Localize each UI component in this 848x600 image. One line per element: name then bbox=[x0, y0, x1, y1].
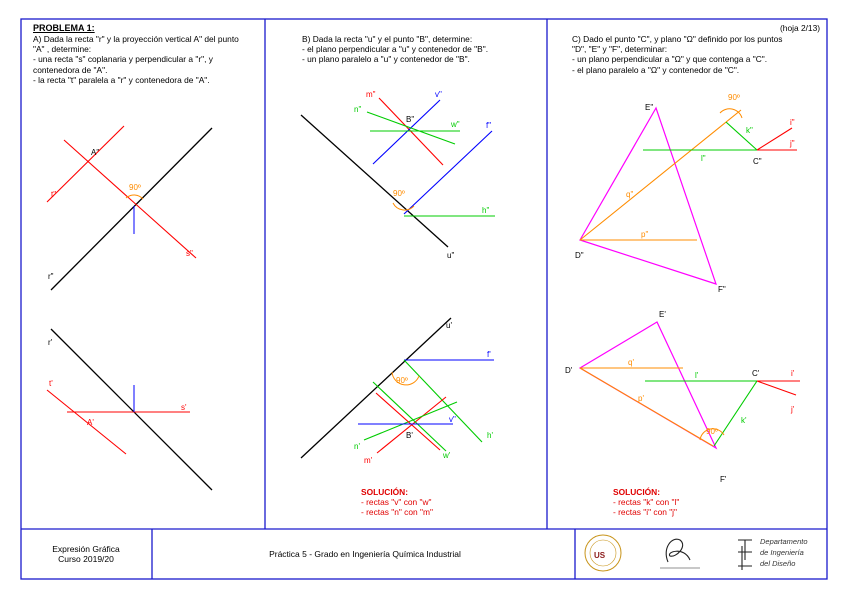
line-v-elevation bbox=[373, 100, 440, 164]
line-u-plan bbox=[301, 318, 451, 458]
label-t-plan: t' bbox=[49, 379, 53, 388]
sheet-number: (hoja 2/13) bbox=[780, 23, 821, 33]
line-i-elevation bbox=[757, 128, 792, 150]
line-v-plan bbox=[376, 393, 440, 450]
line-u-elevation bbox=[301, 115, 448, 247]
problem-title: PROBLEMA 1: bbox=[33, 23, 95, 33]
label-C-elevation: C" bbox=[753, 157, 762, 166]
label-u-elevation: u" bbox=[447, 251, 455, 260]
sheet-frame bbox=[21, 19, 827, 579]
label-v-plan: v" bbox=[449, 415, 456, 424]
label-p-elevation: p" bbox=[641, 230, 649, 239]
label-u-plan: u' bbox=[446, 321, 452, 330]
label-C-plan: C' bbox=[752, 369, 760, 378]
university-logo bbox=[585, 535, 621, 571]
label-E-elevation: E" bbox=[645, 103, 654, 112]
label-j-elevation: j" bbox=[790, 139, 795, 148]
label-h-plan: h' bbox=[487, 431, 493, 440]
label-l-elevation: l" bbox=[701, 154, 706, 163]
label-q-plan: q' bbox=[628, 358, 634, 367]
triangle-def-elevation bbox=[580, 108, 716, 284]
label-l-plan: l' bbox=[695, 371, 699, 380]
section-b-solution-line-1: - rectas "v" con "w" bbox=[361, 497, 432, 507]
triangle-def-plan bbox=[580, 322, 716, 448]
label-angle-c-plan: 90º bbox=[706, 427, 718, 436]
label-B-plan: B' bbox=[406, 431, 413, 440]
label-q-elevation: q" bbox=[626, 190, 634, 199]
label-w-plan: w' bbox=[443, 451, 451, 460]
section-b-solution-line-2: - rectas "n" con "m" bbox=[361, 507, 433, 517]
line-k-plan bbox=[714, 381, 757, 446]
label-s-elevation: s" bbox=[186, 249, 193, 258]
line-q-elevation bbox=[580, 110, 741, 240]
label-v-elevation: v" bbox=[435, 90, 442, 99]
footer-department: Departamento de Ingeniería del Diseño bbox=[760, 537, 808, 568]
label-F-plan: F' bbox=[720, 475, 727, 484]
line-h-plan bbox=[404, 360, 482, 442]
label-A-elevation: A" bbox=[91, 148, 100, 157]
label-A-plan: A' bbox=[87, 418, 94, 427]
label-p-plan: p' bbox=[638, 394, 644, 403]
section-c-drawing bbox=[580, 108, 800, 448]
section-a-drawing bbox=[47, 126, 212, 490]
diagram-labels bbox=[48, 90, 795, 484]
label-t-elevation: t" bbox=[51, 190, 57, 199]
line-r-plan bbox=[51, 329, 212, 490]
label-B-elevation: B" bbox=[406, 115, 415, 124]
label-n-elevation: n" bbox=[354, 105, 362, 114]
signature-logo bbox=[660, 539, 700, 568]
section-c-statement: C) Dado el punto "C", y plano "Ω" definido por los puntos "D", "E" y "F", determinar: - un plano perpendicular a "Ω" y que contenga a "C". - el plano paralelo a "Ω" y contenedor de "C". bbox=[572, 34, 783, 75]
label-angle-b-plan: 90º bbox=[396, 376, 408, 385]
label-F-elevation: F" bbox=[718, 285, 726, 294]
line-j-plan bbox=[757, 381, 796, 395]
label-angle-b-elevation: 90º bbox=[393, 189, 405, 198]
university-mark: US bbox=[594, 551, 606, 560]
section-c-solution-title: SOLUCIÓN: bbox=[613, 487, 660, 497]
label-h-elevation: h" bbox=[482, 206, 490, 215]
label-j-plan: j' bbox=[791, 405, 795, 414]
label-m-elevation: m" bbox=[366, 90, 376, 99]
label-k-elevation: k" bbox=[746, 126, 753, 135]
label-D-plan: D' bbox=[565, 366, 573, 375]
label-r-elevation: r" bbox=[48, 272, 54, 281]
line-t-elevation bbox=[47, 126, 124, 202]
section-b-drawing bbox=[301, 98, 495, 458]
label-E-plan: E' bbox=[659, 310, 666, 319]
department-logo bbox=[738, 540, 752, 570]
label-r-plan: r' bbox=[48, 338, 53, 347]
footer-practice: Práctica 5 - Grado en Ingeniería Química Industrial bbox=[269, 549, 461, 559]
line-p-plan bbox=[580, 368, 713, 446]
section-b-statement: B) Dada la recta "u" y el punto "B", determine: - el plano perpendicular a "u" y contenedor de "B". - un plano paralelo a "u" y contenedor de "B". bbox=[302, 34, 489, 65]
label-s-plan: s' bbox=[181, 403, 187, 412]
section-b-solution-title: SOLUCIÓN: bbox=[361, 487, 408, 497]
label-angle-c-elevation: 90º bbox=[728, 93, 740, 102]
label-n-plan: n' bbox=[354, 442, 360, 451]
label-i-plan: i' bbox=[791, 369, 795, 378]
label-w-elevation: w" bbox=[451, 120, 460, 129]
label-i-elevation: i" bbox=[790, 118, 795, 127]
section-a-statement: A) Dada la recta "r" y la proyección vertical A" del punto "A" , determine: - una recta "s" coplanaria y perpendicular a "r", y contenedora de "A". - la recta "t" paralela a "r" y contenedora de "A". bbox=[33, 34, 239, 85]
footer-course: Expresión Gráfica Curso 2019/20 bbox=[52, 544, 120, 564]
label-f-plan: f' bbox=[487, 350, 491, 359]
line-r-elevation bbox=[51, 128, 212, 290]
label-m-plan: m' bbox=[364, 456, 373, 465]
line-f-elevation bbox=[404, 131, 492, 214]
label-angle-a: 90º bbox=[129, 183, 141, 192]
label-f-elevation: f" bbox=[486, 121, 492, 130]
label-k-plan: k' bbox=[741, 416, 747, 425]
section-c-solution-line-1: - rectas "k" con "l" bbox=[613, 497, 680, 507]
label-D-elevation: D" bbox=[575, 251, 584, 260]
section-c-solution-line-2: - rectas "i" con "j" bbox=[613, 507, 678, 517]
line-s-elevation bbox=[64, 140, 196, 258]
right-angle-arc-c-elevation bbox=[720, 109, 742, 118]
